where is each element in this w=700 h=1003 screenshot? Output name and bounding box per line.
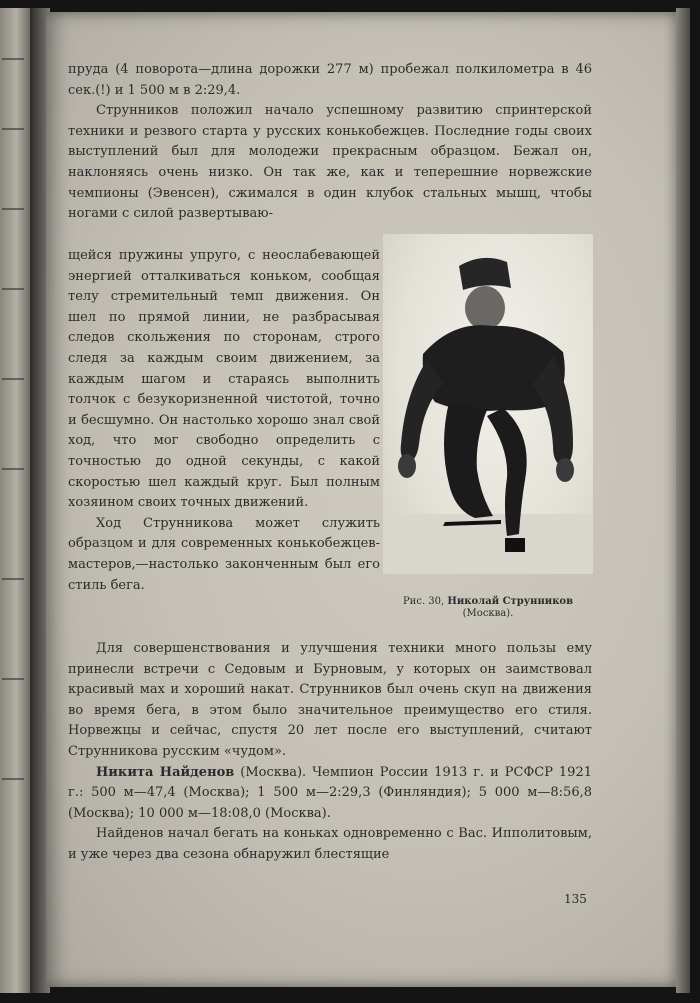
caption-place: (Москва). [462, 608, 514, 619]
bottom-text-block [68, 639, 592, 866]
left-page-text-fragment [2, 668, 24, 680]
figure-30 [383, 234, 593, 620]
left-page-text-fragment [2, 458, 24, 470]
paragraph-strunnikov-influence: Для совершенствования и улучшения техники много пользы ему принесли встречи с Седовым и Бурновым, у которых он заимствовал красивый мах и хороший накат. Струнников был очень скуп на движения во время бега, в этом было значительное преимущество его стиля. Норвежцы и сейчас, спустя 20 лет после его выступлений, считают Струнникова русским «чудом». [68, 641, 592, 759]
page-number: 135 [564, 892, 587, 906]
speed-skater-illustration [383, 234, 593, 574]
paragraph-strunnikov-movement: щейся пружины упруго, с неослабевающей энергией отталкиваться коньком, сообщая телу стремительный темп движения. Он шел по прямой линии, не разбрасывая следов скольжения по сторонам, строго следя за каждым своим движением, за каждым шагом и стараясь выполнить толчок с безукоризненной чистотой, точно и бесшумно. Он настолько хорошо знал свой ход, что мог свободно определить с точностью до одной секунды, с какой скоростью шел каждый круг. Был полным хозяином своих точных движений. [68, 248, 380, 511]
left-page-text-fragment [2, 368, 24, 380]
left-page-text-fragment [2, 278, 24, 290]
naidenov-details: (Москва). Чемпион России 1913 г. и РСФСР 1921 г.: 500 м—47,4 (Москва); 1 500 м—2:29,3 (Финляндия); 5 000 м—8:56,8 (Москва); 10 000 м—18:08,0 (Москва). [68, 764, 592, 821]
paragraph-naidenov-record [68, 763, 592, 825]
figure-caption [383, 596, 593, 620]
book-page [46, 12, 676, 987]
caption-name: Николай Струнников [447, 596, 574, 607]
left-page-text-fragment [2, 48, 24, 60]
left-page-text-fragment [2, 198, 24, 210]
left-page-text-fragment [2, 768, 24, 780]
paragraph-continuation: пруда (4 поворота—длина дорожки 277 м) пробежал полкилометра в 46 сек.(!) и 1 500 м в 2:29,4. [68, 62, 592, 98]
paragraph-naidenov-start: Найденов начал бегать на коньках одновременно с Вас. Ипполитовым, и уже через два сезона обнаружил блестящие [68, 826, 592, 862]
naidenov-name: Никита Найденов [96, 764, 235, 780]
left-page-text-fragment [2, 118, 24, 130]
paragraph-strunnikov-style: Ход Струнникова может служить образцом и для современных конькобежцев-мастеров,—настолько законченным был его стиль бега. [68, 515, 380, 593]
speed-skater-photo [383, 234, 593, 574]
caption-prefix: Рис. 30, [402, 596, 445, 607]
wrapped-text-block [68, 246, 380, 596]
page-stack-edge [676, 8, 690, 993]
left-page-text-fragment [2, 568, 24, 580]
top-text-block [68, 60, 592, 225]
left-facing-page-edge [0, 8, 30, 993]
paragraph-strunnikov-technique: Струнников положил начало успешному развитию спринтерской техники и резвого старта у русских конькобежцев. Последние годы своих выступлений был для молодежи прекрасным образцом. Бежал он, наклоняясь очень низко. Он так же, как и теперешние норвежские чемпионы (Эвенсен), сжимался в один клубок стальных мышц, чтобы ногами с силой развертываю- [68, 103, 592, 222]
